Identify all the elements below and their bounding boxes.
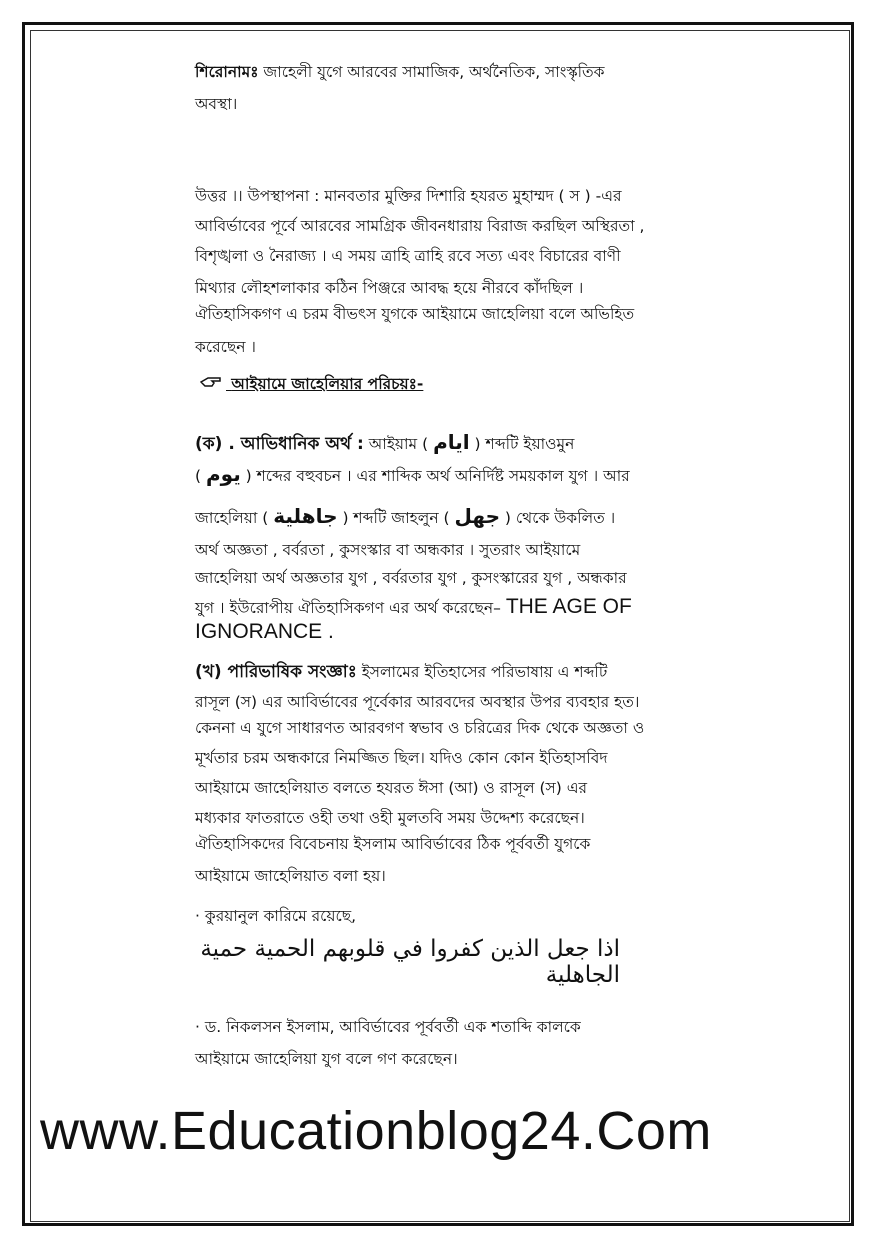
title-line-1	[195, 62, 605, 82]
intro-line-2: আবির্ভাবের পূর্বে আরবের সামগ্রিক জীবনধারায় বিরাজ করছিল অস্থিরতা ,	[195, 217, 645, 235]
part-a-l3-text3: ) থেকে উকলিত ।	[504, 509, 616, 527]
section-heading-text: আইয়ামে জাহেলিয়ার পরিচয়ঃ-	[231, 375, 424, 393]
page-border-inner	[30, 30, 850, 1222]
part-a-l1-text2: ) শব্দটি ইয়াওমুন	[474, 435, 575, 453]
nicholson-line-1: · ড. নিকলসন ইসলাম, আবির্ভাবের পূর্ববর্তী এক শতাব্দি কালকে	[195, 1018, 581, 1036]
arabic-word-jahiliyya: جاهلية	[273, 504, 338, 528]
part-a-l2-open: (	[195, 467, 202, 485]
section-heading	[200, 374, 423, 394]
part-b-l1-text: ইসলামের ইতিহাসের পরিভাষায় এ শব্দটি	[361, 663, 608, 681]
part-b-line-4: মূর্খতার চরম অন্ধকারে নিমজ্জিত ছিল। যদিও কোন কোন ইতিহাসবিদ	[195, 749, 608, 767]
part-b-line-6: মধ্যকার ফাতরাতে ওহী তথা ওহী মুলতবি সময় উদ্দেশ্য করেছেন।	[195, 809, 585, 827]
part-a-l3-text: জাহেলিয়া (	[195, 509, 269, 527]
part-b-line-3: কেননা এ যুগে সাধারণত আরবগণ স্বভাব ও চরিত্রের দিক থেকে অজ্ঞতা ও	[195, 719, 645, 737]
arabic-word-yawm: يوم	[206, 462, 241, 486]
part-a-line-2	[195, 464, 630, 486]
watermark-url: www.Educationblog24.Com	[40, 1101, 712, 1161]
intro-line-1: উত্তর ।। উপস্থাপনা : মানবতার মুক্তির দিশারি হযরত মুহাম্মদ ( স ) -এর	[195, 187, 622, 205]
part-a-l1-text: আইয়াম (	[368, 435, 429, 453]
part-b-line-7: ঐতিহাসিকদের বিবেচনায় ইসলাম আবির্ভাবের ঠিক পূর্ববর্তী যুগকে	[195, 835, 591, 853]
arabic-word-jahl: جهل	[454, 504, 500, 528]
intro-line-3: বিশৃঙ্খলা ও নৈরাজ্য । এ সময় ত্রাহি ত্রাহি রবে সত্য এবং বিচারের বাণী	[195, 247, 621, 265]
part-a-label: (ক) . আভিধানিক অর্থ :	[195, 434, 364, 454]
part-a-line-1	[195, 432, 574, 454]
part-a-l6-text: যুগ । ইউরোপীয় ঐতিহাসিকগণ এর অর্থ করেছেন–	[195, 599, 501, 617]
part-b-line-8: আইয়ামে জাহেলিয়াত বলা হয়।	[195, 867, 386, 885]
title-text: জাহেলী যুগে আরবের সামাজিক, অর্থনৈতিক, সাংস্কৃতিক	[263, 63, 605, 81]
title-label: শিরোনামঃ	[195, 63, 259, 81]
part-a-line-5: জাহেলিয়া অর্থ অজ্ঞতার যুগ , বর্বরতার যুগ , কুসংস্কারের যুগ , অন্ধকার	[195, 569, 627, 587]
intro-line-5: ঐতিহাসিকগণ এ চরম বীভৎস যুগকে আইয়ামে জাহেলিয়া বলে অভিহিত	[195, 305, 635, 323]
part-a-l3-text2: ) শব্দটি জাহলুন (	[342, 509, 450, 527]
part-a-line-3	[195, 506, 615, 528]
part-b-line-1	[195, 662, 607, 682]
english-ignorance: IGNORANCE .	[195, 620, 334, 643]
part-b-label: (খ) পারিভাষিক সংজ্ঞাঃ	[195, 662, 357, 682]
arabic-word-ayyam: ايام	[433, 430, 470, 454]
part-b-line-5: আইয়ামে জাহেলিয়াত বলতে হযরত ঈসা (আ) ও রাসূল (স) এর	[195, 779, 588, 797]
pointing-hand-icon	[200, 374, 226, 394]
part-b-line-2: রাসূল (স) এর আবির্ভাবের পূর্বেকার আরবদের অবস্থার উপর ব্যবহার হত।	[195, 693, 640, 711]
quran-intro: · কুরয়ানুল কারিমে রয়েছে,	[195, 907, 357, 925]
part-a-line-4: অর্থ অজ্ঞতা , বর্বরতা , কুসংস্কার বা অন্ধকার । সুতরাং আইয়ামে	[195, 541, 581, 559]
quran-arabic-verse: اذا جعل الذين كفروا في قلوبهم الحمية حمية الجاهلية	[200, 936, 620, 988]
intro-line-4: মিথ্যার লৌহশলাকার কঠিন পিঞ্জরে আবদ্ধ হয়ে নীরবে কাঁদছিল ।	[195, 279, 584, 297]
part-a-line-6	[195, 597, 632, 618]
part-a-l2-text: ) শব্দের বহুবচন । এর শাব্দিক অর্থ অনির্দিষ্ট সময়কাল যুগ । আর	[245, 467, 630, 485]
intro-line-6: করেছেন ।	[195, 338, 256, 356]
nicholson-line-2: আইয়ামে জাহেলিয়া যুগ বলে গণ করেছেন।	[195, 1050, 458, 1068]
english-age-of: THE AGE OF	[505, 595, 632, 618]
title-line-2: অবস্থা।	[195, 95, 238, 113]
